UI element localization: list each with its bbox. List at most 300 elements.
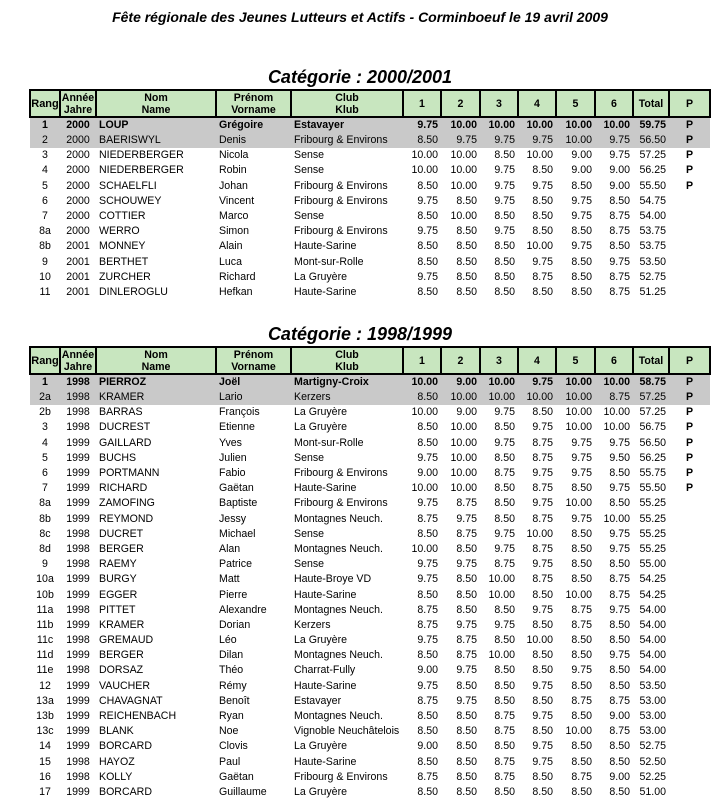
table-row: [30, 633, 710, 648]
surname-cell: KRAMER: [99, 618, 145, 631]
total-cell: 52.75: [639, 270, 666, 283]
club-cell: Sense: [294, 527, 325, 540]
round-1-cell: 9.75: [417, 270, 438, 283]
round-6-cell: 9.00: [609, 179, 630, 192]
round-5-cell: 8.50: [571, 527, 592, 540]
year-cell: 1998: [66, 421, 90, 434]
prize-cell: P: [685, 134, 694, 147]
rank-cell: 15: [39, 755, 51, 768]
surname-cell: NIEDERBERGER: [99, 149, 184, 162]
club-cell: Fribourg & Environs: [294, 194, 388, 207]
round-4-cell: 8.75: [532, 542, 553, 555]
total-cell: 58.75: [639, 376, 666, 388]
table-row: [30, 709, 710, 724]
prize-cell: P: [685, 149, 694, 162]
prize-cell: [669, 224, 710, 239]
firstname-cell: Denis: [219, 134, 247, 147]
table-row: [30, 133, 710, 148]
round-6-cell: 8.75: [609, 270, 630, 283]
rank-cell: 11c: [36, 634, 54, 647]
prize-cell: [669, 587, 710, 602]
rank-cell: 7: [42, 210, 48, 223]
prize-cell: [669, 679, 710, 694]
total-cell: 53.00: [639, 694, 666, 707]
col-header-total: Total: [633, 90, 669, 117]
total-cell: 54.00: [639, 210, 666, 223]
year-cell: 2000: [66, 134, 90, 147]
year-cell: 2001: [66, 240, 90, 253]
round-1-cell: 8.50: [417, 710, 438, 723]
firstname-cell: Patrice: [219, 558, 252, 571]
rank-cell: 1: [42, 119, 48, 131]
round-3-cell: 8.75: [494, 755, 515, 768]
col-header-round-4: 4: [518, 347, 556, 374]
round-5-cell: 10.00: [565, 134, 592, 147]
table-row: [30, 255, 710, 270]
year-cell: 1999: [66, 618, 90, 631]
round-2-cell: 8.50: [456, 785, 477, 798]
round-1-cell: 8.50: [417, 210, 438, 223]
surname-cell: CHAVAGNAT: [99, 694, 163, 707]
round-4-cell: 8.50: [532, 225, 553, 238]
surname-cell: BAERISWYL: [99, 134, 161, 147]
category-title-1998-1999: Catégorie : 1998/1999: [267, 324, 453, 344]
round-5-cell: 9.75: [571, 240, 592, 253]
prize-cell: [669, 648, 710, 663]
col-header-round-3: 3: [480, 347, 518, 374]
round-6-cell: 9.00: [609, 164, 630, 177]
round-2-cell: 8.75: [456, 497, 477, 510]
round-6-cell: 8.50: [609, 664, 630, 677]
rank-cell: 11a: [36, 603, 54, 616]
round-3-cell: 10.00: [488, 573, 515, 586]
round-4-cell: 8.75: [532, 451, 553, 464]
round-4-cell: 10.00: [526, 391, 553, 404]
surname-cell: REICHENBACH: [99, 710, 177, 723]
table-row: [30, 451, 710, 466]
category-title-2000-2001: Catégorie : 2000/2001: [267, 67, 453, 87]
firstname-cell: Luca: [219, 255, 242, 268]
round-1-cell: 9.75: [417, 679, 438, 692]
total-cell: 59.75: [639, 119, 666, 131]
round-3-cell: 8.75: [494, 710, 515, 723]
round-1-cell: 8.75: [417, 512, 438, 525]
total-cell: 51.00: [639, 785, 666, 798]
round-1-cell: 8.50: [417, 588, 438, 601]
round-6-cell: 8.50: [609, 755, 630, 768]
prize-cell: [669, 633, 710, 648]
club-cell: Fribourg & Environs: [294, 467, 388, 480]
round-1-cell: 8.50: [417, 649, 438, 662]
year-cell: 1998: [66, 542, 90, 555]
prize-cell: [669, 512, 710, 527]
col-header-round-5: 5: [556, 347, 595, 374]
year-cell: 1999: [66, 588, 90, 601]
rank-cell: 9: [42, 255, 48, 268]
total-cell: 54.25: [639, 573, 666, 586]
round-3-cell: 8.50: [494, 603, 515, 616]
year-cell: 2001: [66, 255, 90, 268]
round-2-cell: 9.75: [456, 134, 477, 147]
round-4-cell: 9.75: [532, 376, 553, 388]
round-1-cell: 10.00: [411, 482, 438, 495]
round-5-cell: 10.00: [565, 725, 592, 738]
round-6-cell: 9.75: [609, 603, 630, 616]
club-cell: Montagnes Neuch.: [294, 512, 383, 525]
col-header-round-6: 6: [595, 90, 633, 117]
firstname-cell: Robin: [219, 164, 247, 177]
prize-cell: P: [685, 406, 694, 419]
round-3-cell: 8.75: [494, 770, 515, 783]
round-5-cell: 9.75: [571, 664, 592, 677]
club-cell: Fribourg & Environs: [294, 134, 388, 147]
year-cell: 1998: [66, 376, 90, 388]
club-cell: Sense: [294, 451, 325, 464]
prize-cell: P: [685, 164, 694, 177]
round-4-cell: 8.75: [532, 512, 553, 525]
club-cell: Vignoble Neuchâtelois: [294, 725, 400, 738]
surname-cell: EGGER: [99, 588, 138, 601]
year-cell: 1998: [66, 664, 90, 677]
year-cell: 1999: [66, 679, 90, 692]
year-cell: 1999: [66, 436, 90, 449]
round-1-cell: 10.00: [411, 406, 438, 419]
club-cell: Mont-sur-Rolle: [294, 436, 364, 449]
rank-cell: 3: [42, 149, 48, 162]
table-row: [30, 374, 710, 390]
round-1-cell: 8.75: [417, 770, 438, 783]
club-cell: La Gruyère: [294, 785, 347, 798]
firstname-cell: Guillaume: [219, 785, 267, 798]
round-6-cell: 9.00: [609, 770, 630, 783]
round-4-cell: 8.75: [532, 573, 553, 586]
club-cell: Sense: [294, 149, 325, 162]
round-1-cell: 9.00: [417, 467, 438, 480]
col-header-prize: P: [669, 90, 710, 117]
round-4-cell: 8.50: [532, 785, 553, 798]
year-cell: 1998: [66, 527, 90, 540]
year-cell: 2000: [66, 149, 90, 162]
round-6-cell: 8.50: [609, 618, 630, 631]
round-2-cell: 8.75: [456, 634, 477, 647]
club-cell: Martigny-Croix: [294, 376, 369, 388]
round-2-cell: 8.50: [456, 755, 477, 768]
round-4-cell: 9.75: [532, 421, 553, 434]
rank-cell: 8a: [39, 225, 51, 238]
round-1-cell: 9.75: [417, 558, 438, 571]
firstname-cell: Julien: [219, 451, 247, 464]
table-row: [30, 224, 710, 239]
firstname-cell: Vincent: [219, 194, 255, 207]
round-4-cell: 9.75: [532, 134, 553, 147]
round-2-cell: 10.00: [450, 391, 477, 404]
year-cell: 2000: [66, 179, 90, 192]
surname-cell: COTTIER: [99, 210, 146, 223]
round-1-cell: 9.75: [417, 194, 438, 207]
club-cell: Haute-Broye VD: [294, 573, 372, 586]
round-3-cell: 8.50: [494, 664, 515, 677]
round-1-cell: 8.50: [417, 421, 438, 434]
total-cell: 55.50: [639, 179, 666, 192]
round-2-cell: 8.50: [456, 255, 477, 268]
round-4-cell: 8.75: [532, 436, 553, 449]
round-1-cell: 8.50: [417, 785, 438, 798]
round-5-cell: 8.50: [571, 285, 592, 298]
surname-cell: ZAMOFING: [99, 497, 155, 510]
round-1-cell: 8.50: [417, 527, 438, 540]
table-row: [30, 436, 710, 451]
club-cell: Fribourg & Environs: [294, 225, 388, 238]
rank-cell: 10a: [36, 573, 54, 586]
round-1-cell: 9.75: [417, 451, 438, 464]
round-3-cell: 8.50: [494, 451, 515, 464]
firstname-cell: Pierre: [219, 588, 248, 601]
surname-cell: DINLEROGLU: [99, 285, 168, 298]
table-row: [30, 420, 710, 435]
total-cell: 55.75: [639, 467, 666, 480]
year-cell: 1999: [66, 694, 90, 707]
table-row: [30, 209, 710, 224]
round-6-cell: 8.50: [609, 558, 630, 571]
table-row: [30, 785, 710, 800]
club-cell: Fribourg & Environs: [294, 770, 388, 783]
col-header-nom: Nom Name: [96, 90, 216, 117]
club-cell: La Gruyère: [294, 634, 347, 647]
round-6-cell: 10.00: [603, 376, 630, 388]
round-3-cell: 10.00: [488, 391, 515, 404]
col-header-round-3: 3: [480, 90, 518, 117]
round-1-cell: 9.00: [417, 740, 438, 753]
prize-cell: [669, 527, 710, 542]
round-3-cell: 9.75: [494, 179, 515, 192]
round-5-cell: 9.75: [571, 512, 592, 525]
prize-cell: P: [685, 451, 694, 464]
round-6-cell: 8.75: [609, 210, 630, 223]
round-6-cell: 9.75: [609, 482, 630, 495]
rank-cell: 6: [42, 194, 48, 207]
round-3-cell: 10.00: [488, 119, 515, 131]
round-3-cell: 8.50: [494, 255, 515, 268]
year-cell: 1999: [66, 740, 90, 753]
round-6-cell: 8.50: [609, 785, 630, 798]
prize-cell: [669, 542, 710, 557]
firstname-cell: Fabio: [219, 467, 246, 480]
round-2-cell: 8.50: [456, 270, 477, 283]
surname-cell: HAYOZ: [99, 755, 135, 768]
round-3-cell: 8.50: [494, 785, 515, 798]
round-6-cell: 8.75: [609, 694, 630, 707]
round-2-cell: 9.75: [456, 558, 477, 571]
round-3-cell: 9.75: [494, 436, 515, 449]
firstname-cell: Lario: [219, 391, 243, 404]
round-6-cell: 9.75: [609, 134, 630, 147]
round-1-cell: 8.50: [417, 285, 438, 298]
round-4-cell: 9.75: [532, 255, 553, 268]
rank-cell: 8b: [39, 512, 51, 525]
year-cell: 1999: [66, 725, 90, 738]
round-3-cell: 8.75: [494, 467, 515, 480]
round-6-cell: 9.75: [609, 255, 630, 268]
rank-cell: 10b: [36, 588, 54, 601]
firstname-cell: Simon: [219, 225, 250, 238]
firstname-cell: Gaëtan: [219, 770, 254, 783]
surname-cell: BERTHET: [99, 255, 149, 268]
round-3-cell: 10.00: [488, 376, 515, 388]
club-cell: Haute-Sarine: [294, 679, 357, 692]
club-cell: Haute-Sarine: [294, 588, 357, 601]
round-5-cell: 8.50: [571, 225, 592, 238]
rank-cell: 11e: [36, 664, 54, 677]
col-header-nom: Nom Name: [96, 347, 216, 374]
round-4-cell: 10.00: [526, 119, 553, 131]
rank-cell: 8b: [39, 240, 51, 253]
year-cell: 2001: [66, 270, 90, 283]
club-cell: Sense: [294, 558, 325, 571]
prize-cell: P: [685, 376, 694, 388]
round-3-cell: 9.75: [494, 194, 515, 207]
round-6-cell: 8.50: [609, 240, 630, 253]
rank-cell: 3: [42, 421, 48, 434]
rank-cell: 9: [42, 558, 48, 571]
round-6-cell: 9.75: [609, 649, 630, 662]
table-row: [30, 285, 710, 300]
surname-cell: BERGER: [99, 542, 144, 555]
table-row: [30, 390, 710, 405]
round-3-cell: 9.75: [494, 542, 515, 555]
year-cell: 1998: [66, 634, 90, 647]
surname-cell: VAUCHER: [99, 679, 151, 692]
round-2-cell: 9.75: [456, 512, 477, 525]
round-4-cell: 9.75: [532, 603, 553, 616]
round-6-cell: 10.00: [603, 512, 630, 525]
round-5-cell: 8.75: [571, 618, 592, 631]
round-2-cell: 8.50: [456, 542, 477, 555]
round-4-cell: 10.00: [526, 240, 553, 253]
firstname-cell: Léo: [219, 634, 237, 647]
year-cell: 1999: [66, 451, 90, 464]
col-header-round-1: 1: [403, 90, 441, 117]
table-row: [30, 679, 710, 694]
round-5-cell: 8.50: [571, 710, 592, 723]
table-row: [30, 512, 710, 527]
rank-cell: 4: [42, 436, 48, 449]
firstname-cell: Joël: [219, 376, 241, 388]
table-row: [30, 117, 710, 133]
round-3-cell: 8.50: [494, 421, 515, 434]
total-cell: 52.25: [639, 770, 666, 783]
round-3-cell: 9.75: [494, 527, 515, 540]
round-3-cell: 10.00: [488, 649, 515, 662]
round-5-cell: 9.75: [571, 436, 592, 449]
round-1-cell: 8.50: [417, 179, 438, 192]
rank-cell: 2: [42, 134, 48, 147]
surname-cell: DORSAZ: [99, 664, 144, 677]
round-3-cell: 9.75: [494, 164, 515, 177]
round-5-cell: 9.75: [571, 210, 592, 223]
rank-cell: 1: [42, 376, 48, 388]
prize-cell: [669, 770, 710, 785]
total-cell: 55.25: [639, 497, 666, 510]
rank-cell: 13a: [36, 694, 54, 707]
total-cell: 53.00: [639, 710, 666, 723]
total-cell: 55.50: [639, 482, 666, 495]
prize-cell: [669, 270, 710, 285]
rank-cell: 13b: [36, 710, 54, 723]
round-5-cell: 8.50: [571, 558, 592, 571]
surname-cell: PORTMANN: [99, 467, 160, 480]
round-5-cell: 8.50: [571, 542, 592, 555]
round-2-cell: 8.50: [456, 573, 477, 586]
round-3-cell: 8.50: [494, 694, 515, 707]
total-cell: 53.00: [639, 725, 666, 738]
round-3-cell: 8.50: [494, 240, 515, 253]
round-6-cell: 10.00: [603, 406, 630, 419]
round-5-cell: 8.75: [571, 603, 592, 616]
round-4-cell: 10.00: [526, 634, 553, 647]
round-4-cell: 9.75: [532, 740, 553, 753]
round-6-cell: 9.75: [609, 527, 630, 540]
round-5-cell: 10.00: [565, 119, 592, 131]
year-cell: 1999: [66, 710, 90, 723]
club-cell: Montagnes Neuch.: [294, 649, 383, 662]
total-cell: 56.25: [639, 164, 666, 177]
round-1-cell: 9.75: [417, 634, 438, 647]
total-cell: 56.50: [639, 134, 666, 147]
rank-cell: 11: [39, 285, 51, 298]
round-2-cell: 9.75: [456, 694, 477, 707]
round-4-cell: 8.50: [532, 406, 553, 419]
rank-cell: 8a: [39, 497, 51, 510]
round-1-cell: 8.50: [417, 725, 438, 738]
rank-cell: 2b: [39, 406, 51, 419]
table-row: [30, 618, 710, 633]
firstname-cell: Dorian: [219, 618, 251, 631]
table-row: [30, 603, 710, 618]
prize-cell: [669, 572, 710, 587]
rank-cell: 11b: [36, 618, 54, 631]
round-2-cell: 10.00: [450, 451, 477, 464]
round-5-cell: 9.00: [571, 164, 592, 177]
firstname-cell: François: [219, 406, 260, 419]
total-cell: 54.00: [639, 603, 666, 616]
surname-cell: BARRAS: [99, 406, 143, 419]
firstname-cell: Baptiste: [219, 497, 258, 510]
surname-cell: SCHAELFLI: [99, 179, 157, 192]
total-cell: 55.25: [639, 542, 666, 555]
round-1-cell: 9.75: [417, 497, 438, 510]
document-title: Fête régionale des Jeunes Lutteurs et Actifs - Corminboeuf le 19 avril 2009: [112, 9, 608, 25]
table-row: [30, 527, 710, 542]
col-header-prenom: Prénom Vorname: [216, 90, 291, 117]
prize-cell: P: [685, 467, 694, 480]
round-1-cell: 9.00: [417, 664, 438, 677]
col-header-round-2: 2: [441, 347, 480, 374]
round-6-cell: 8.50: [609, 740, 630, 753]
rank-cell: 8c: [39, 527, 51, 540]
round-1-cell: 8.75: [417, 694, 438, 707]
club-cell: Montagnes Neuch.: [294, 710, 383, 723]
surname-cell: ZURCHER: [99, 270, 151, 283]
prize-cell: P: [685, 436, 694, 449]
round-5-cell: 10.00: [565, 588, 592, 601]
round-2-cell: 10.00: [450, 421, 477, 434]
round-5-cell: 8.50: [571, 740, 592, 753]
round-2-cell: 8.50: [456, 770, 477, 783]
year-cell: 2000: [66, 164, 90, 177]
table-row: [30, 179, 710, 194]
table-row: [30, 663, 710, 678]
round-6-cell: 9.75: [609, 436, 630, 449]
